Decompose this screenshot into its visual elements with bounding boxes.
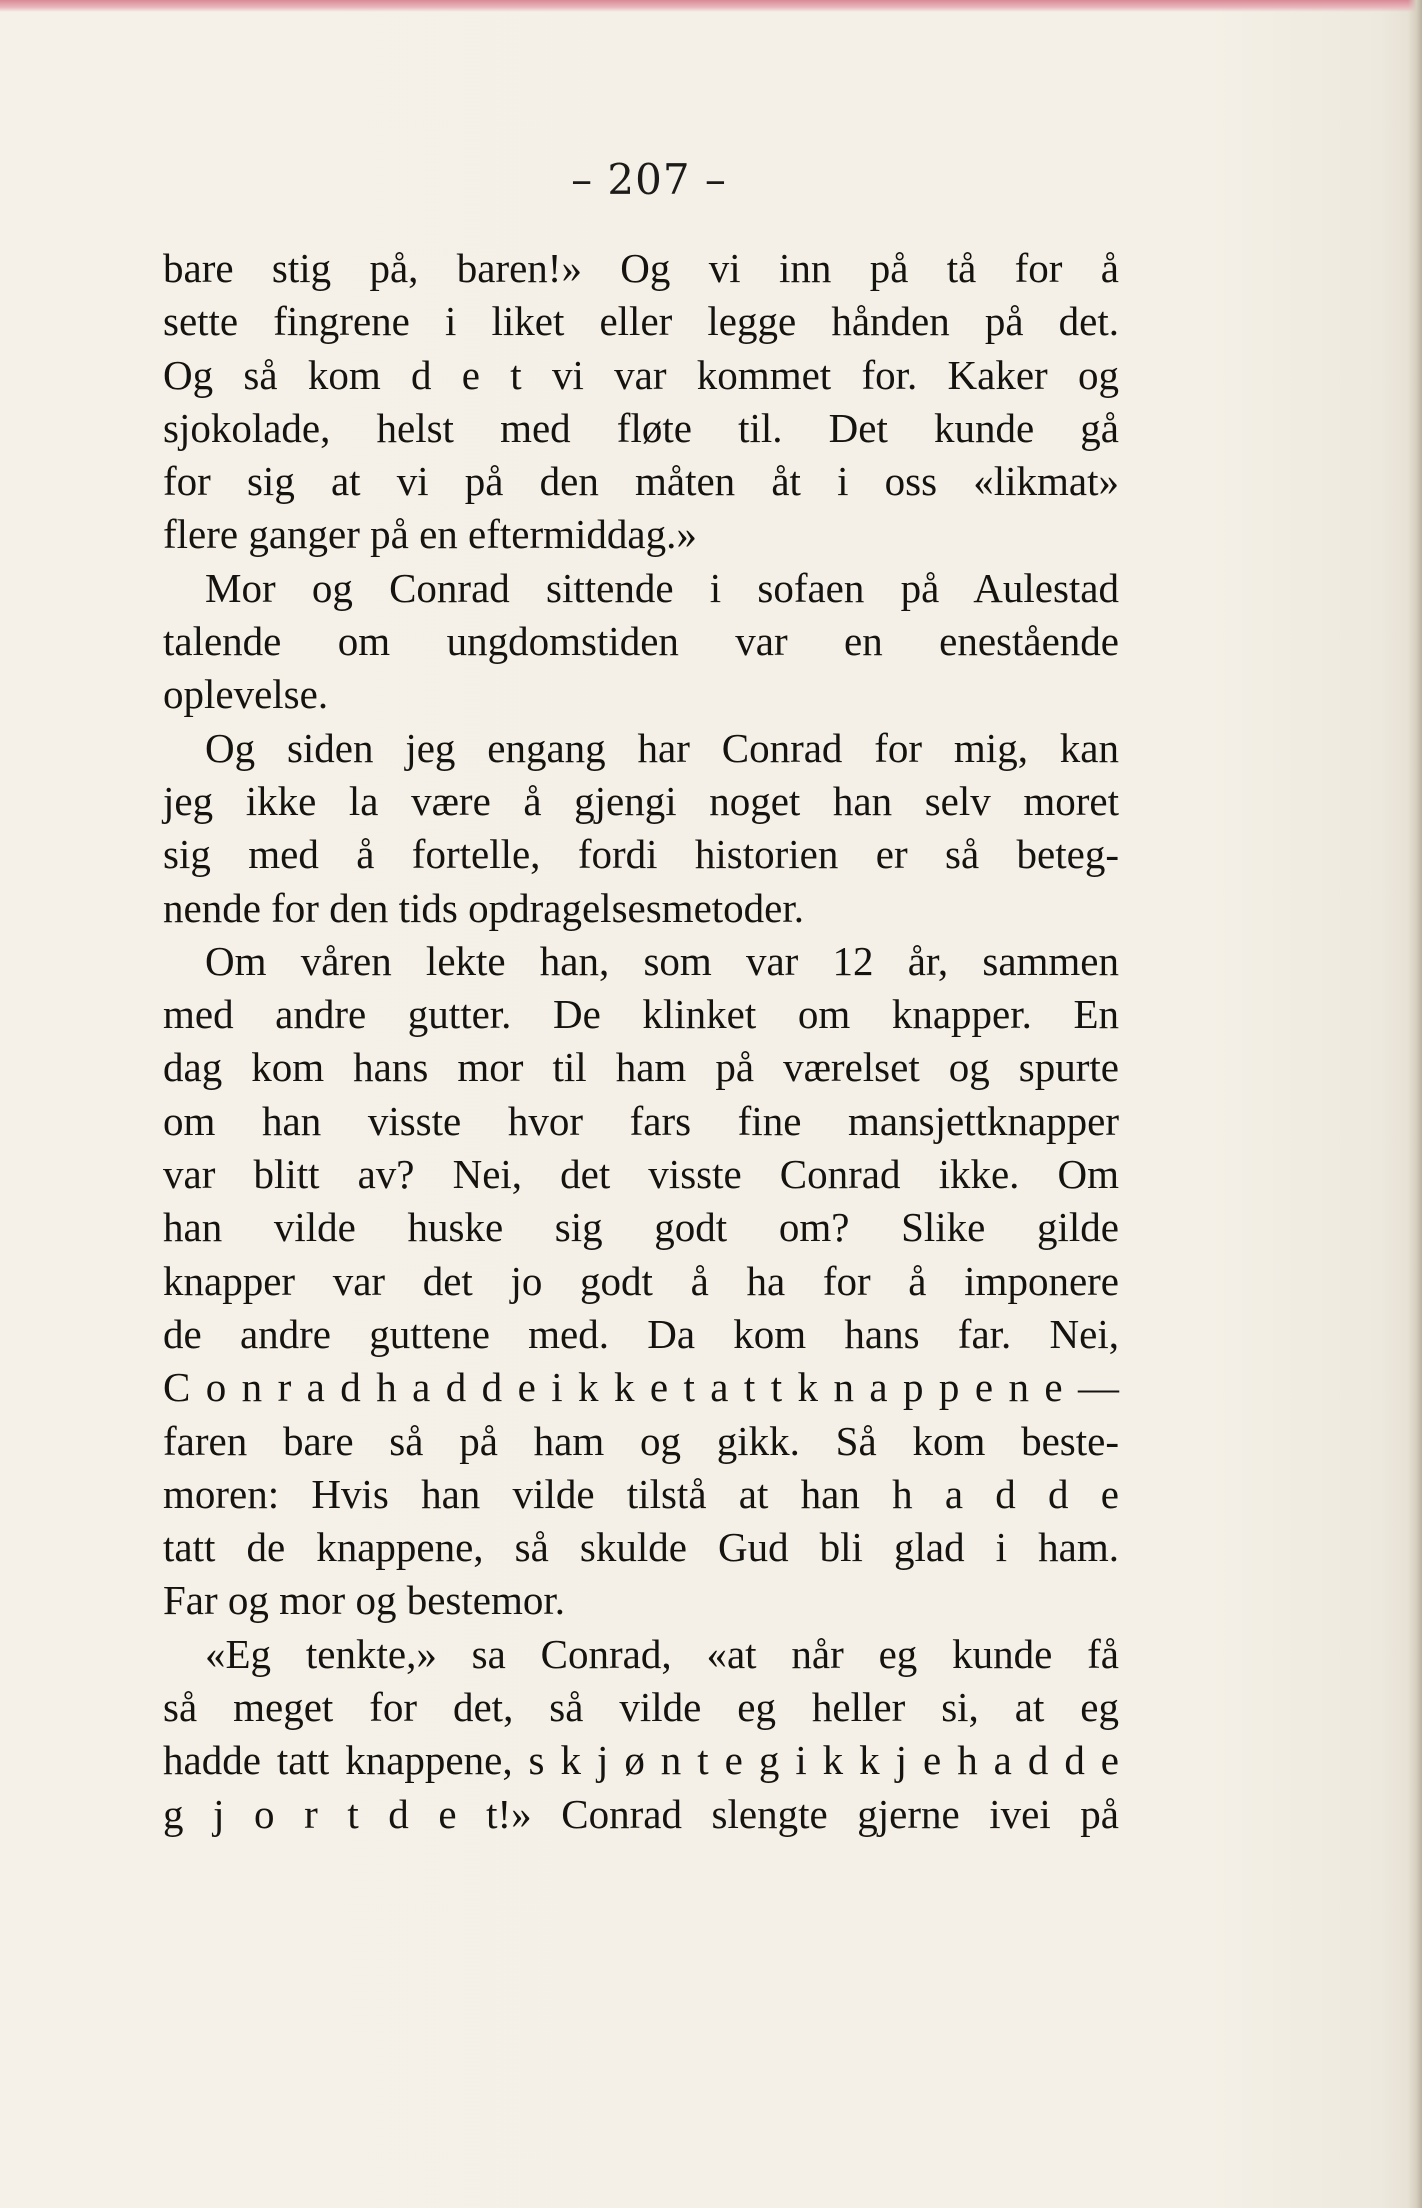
text-line: bare stig på, baren!» Og vi inn på tå for å bbox=[163, 245, 1119, 291]
text-line: var blitt av? Nei, det visste Conrad ikke. Om bbox=[163, 1151, 1119, 1198]
text-line: dag kom hans mor til ham på værelset og spurte bbox=[163, 1044, 1119, 1091]
text-line: oplevelse. bbox=[163, 671, 329, 718]
page-right-edge bbox=[1408, 0, 1422, 2208]
text-line: hadde tatt knappene, s k j ø n t e g i k k j e h a d d e bbox=[163, 1737, 1119, 1784]
text-line: g j o r t d e t!» Conrad slengte gjerne ivei på bbox=[163, 1790, 1119, 1837]
text-line: «Eg tenkte,» sa Conrad, «at når eg kunde få bbox=[205, 1630, 1119, 1677]
page-top-edge bbox=[0, 0, 1422, 12]
text-line: de andre guttene med. Da kom hans far. Nei, bbox=[163, 1310, 1119, 1357]
text-line: Mor og Conrad sittende i sofaen på Aulestad bbox=[205, 564, 1119, 611]
text-line: sjokolade, helst med fløte til. Det kunde gå bbox=[163, 404, 1119, 451]
text-line: talende om ungdomstiden var en enestående bbox=[163, 618, 1119, 665]
text-line: så meget for det, så vilde eg heller si, at eg bbox=[163, 1684, 1119, 1731]
text-line: Far og mor og bestemor. bbox=[163, 1577, 565, 1624]
text-line: med andre gutter. De klinket om knapper. En bbox=[163, 991, 1119, 1038]
text-line: sig med å fortelle, fordi historien er så beteg- bbox=[163, 831, 1119, 878]
text-line: knapper var det jo godt å ha for å imponere bbox=[163, 1257, 1119, 1304]
text-line: faren bare så på ham og gikk. Så kom beste- bbox=[163, 1417, 1119, 1464]
text-line: Og så kom d e t vi var kommet for. Kaker og bbox=[163, 351, 1119, 398]
text-line: Om våren lekte han, som var 12 år, sammen bbox=[205, 937, 1119, 984]
page-number: – 207 – bbox=[571, 155, 727, 204]
text-line: han vilde huske sig godt om? Slike gilde bbox=[163, 1204, 1119, 1251]
text-line: sette fingrene i liket eller legge hånden på det. bbox=[163, 298, 1119, 345]
text-line: for sig at vi på den måten åt i oss «likmat» bbox=[163, 458, 1119, 505]
body-text bbox=[163, 242, 1119, 1841]
text-line: C o n r a d h a d d e i k k e t a t t k n a p p e n e — bbox=[163, 1364, 1119, 1411]
text-line: moren: Hvis han vilde tilstå at han h a d d e bbox=[163, 1470, 1119, 1517]
text-line: flere ganger på en eftermiddag.» bbox=[163, 511, 697, 558]
text-line: jeg ikke la være å gjengi noget han selv moret bbox=[163, 777, 1119, 824]
text-line: tatt de knappene, så skulde Gud bli glad i ham. bbox=[163, 1524, 1119, 1571]
text-line: Og siden jeg engang har Conrad for mig, kan bbox=[205, 724, 1119, 771]
text-line: om han visste hvor fars fine mansjettknapper bbox=[163, 1097, 1119, 1144]
text-line: nende for den tids opdragelsesmetoder. bbox=[163, 884, 805, 931]
